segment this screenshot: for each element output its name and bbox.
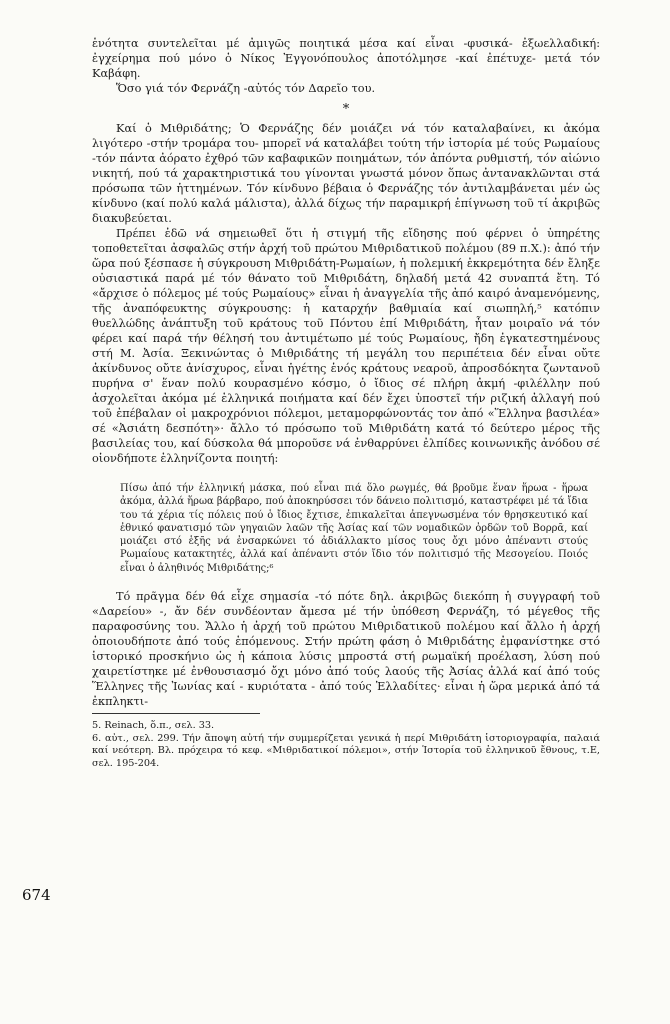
paragraph-opening: ἑνότητα συντελεῖται μέ ἀμιγῶς ποιητικά μέσα καί εἶναι -φυσικά- ἐξωελλαδική: ἐγχείρημα πού μόνο ὁ Νίκος Ἐγγονόπουλος ἀποτόλμησε -καί ἐπέτυχε- μετά τόν Καβάφη. <box>92 37 600 80</box>
paragraph-fernazis: Ὅσο γιά τόν Φερνάζη -αὐτός τόν Δαρεῖο του. <box>116 82 376 95</box>
footnote-6: 6. αὐτ., σελ. 299. Τήν ἄποψη αὐτή τήν συμμερίζεται γενικά ἡ περί Μιθριδάτη ἱστοριογραφία, παλαιά καί νεότερη. Βλ. πρόχειρα τό κεφ. «Μιθριδατικοί πόλεμοι», στήν Ἱστορία τοῦ ἑλληνικοῦ ἔθνους, τ.Ε, σελ. 195-204. <box>92 732 600 769</box>
paragraph-first-war: Πρέπει ἐδῶ νά σημειωθεῖ ὅτι ἡ στιγμή τῆς εἴδησης πού φέρνει ὁ ὑπηρέτης τοποθετεῖται ἀσφαλῶς στήν ἀρχή τοῦ πρώτου Μιθριδατικοῦ πολέμου (89 π.Χ.): ἀπό τήν ὥρα πού ξέσπασε ἡ σύγκρουση Μιθριδάτη-Ρωμαίων, ἡ πολεμική ἐκκρεμότητα δέν ἔληξε οὐσιαστικά παρά μέ τόν θάνατο τοῦ Μιθριδάτη, δηλαδή μετά 42 συναπτά ἔτη. Τό «ἄρχισε ὁ πόλεμος μέ τούς Ρωμαίους» εἶναι ἡ ἀναγγελία τῆς ἀπό καιρό ἀναμενόμενης, τῆς ἀναπόφευκτης σύγκρουσης: ἡ καταρχήν βαθμιαία καί σιωπηλή,⁵ κατόπιν θυελλώδης ἀνάπτυξη τοῦ κράτους τοῦ Πόντου ἐπί Μιθριδάτη, ἦταν μοιραῖο νά τόν φέρει καί παρά τήν θέλησή του ἀντιμέτωπο μέ τούς Ρωμαίους, ἤδη ἐγκατεστημένους στή Μ. Ἀσία. Ξεκινώντας ὁ Μιθριδάτης τή μεγάλη του περιπέτεια δέν εἶναι οὔτε ἀκίνδυνος οὔτε ἀνίσχυρος, εἶναι ἡγέτης ἑνός κράτους νεαροῦ, ἀπροσδόκητα ζωντανοῦ πυρήνα σ' ἕναν πολύ κουρασμένο κόσμο, ὁ ἴδιος σέ πλήρη ἀκμή -φιλέλλην πού ἀσχολεῖται ἀκόμα μέ ἑλληνικά ποιήματα καί δέν ἔχει ὑποστεῖ τήν ριζική ἀλλαγή πού τοῦ ἐπέβαλαν οἱ μακροχρόνιοι πόλεμοι, μεταμορφώνοντάς τον ἀπό «Ἕλληνα βασιλέα» σέ «Ἀσιάτη δεσπότη»· ἄλλο τό πρόσωπο τοῦ Μιθριδάτη κατά τό δεύτερο μέρος τῆς βασιλείας του, καί δύσκολα θά μποροῦσε νά ἐνθαρρύνει ἐλπίδες κοινωνικῆς ἀνόδου σέ οἱονδήποτε ἑλληνίζοντα ποιητή: <box>92 227 600 465</box>
footnote-5: 5. Reinach, ὅ.π., σελ. 33. <box>92 720 215 732</box>
page-number: 674 <box>22 886 51 904</box>
paragraph-dareios: Τό πρᾶγμα δέν θά εἶχε σημασία -τό πότε δηλ. ἀκριβῶς διεκόπη ἡ συγγραφή τοῦ «Δαρείου» -, ἄν δέν συνδέονταν ἄμεσα μέ τήν ὑπόθεση Φερνάζη, τό μέγεθος τῆς παραφοσύνης του. Ἄλλο ἡ ἀρχή τοῦ πρώτου Μιθριδατικοῦ πολέμου καί ἄλλο ἡ ἀρχή ὁποιουδήποτε ἀπό τούς ἑπόμενους. Στήν πρώτη φάση ὁ Μιθριδάτης ἐμφανίστηκε στό ἱστορικό προσκήνιο ὡς ἡ κάποια λύσις μπροστά στή ρωμαϊκή προέλαση, λύση πού χαιρετίστηκε μέ ἐνθουσιασμό ὄχι μόνο ἀπό τούς λαούς τῆς Ἀσίας ἀλλά καί ἀπό τούς Ἕλληνες τῆς Ἰωνίας καί - κυριότατα - ἀπό τούς Ἑλλαδίτες· εἶναι ἡ ὥρα μερικά ἀπό τά ἐκπληκτι- <box>92 590 600 709</box>
section-separator: * <box>342 102 350 117</box>
footnote-rule <box>92 713 260 714</box>
paragraph-mithridates: Καί ὁ Μιθριδάτης; Ὁ Φερνάζης δέν μοιάζει νά τόν καταλαβαίνει, κι ἀκόμα λιγότερο -στήν τρομάρα του- μπορεῖ νά καταλάβει τούτη τήν ἱστορία μέ τούς Ρωμαίους -τόν πάντα ἀόρατο ἐχθρό τῶν καβαφικῶν ποιημάτων, τόν ἀπόντα ρυθμιστή, τόν αἰώνιο νικητή, πού τά χαρακτηριστικά του γίνονται γνωστά μόνον ὅπως ἀντανακλῶνται στά πρόσωπα τῶν ἡττημένων. Τόν κίνδυνο βέβαια ὁ Φερνάζης τόν ἀντιλαμβάνεται μέν ὡς κίνδυνο (καί πολύ καλά μάλιστα), ἀλλά δίχως τήν παραμικρή ἐπίγνωση τοῦ τί ἀκριβῶς διακυβεύεται. <box>92 122 600 225</box>
footnotes <box>92 720 600 770</box>
page-body <box>92 36 600 770</box>
block-quote: Πίσω ἀπό τήν ἑλληνική μάσκα, πού εἶναι πιά ὅλο ρωγμές, θά βροῦμε ἕναν ἥρωα - ἥρωα ἀκόμα, ἀλλά ἥρωα βάρβαρο, πού ἀποκηρύσσει τόν δάνειο πολιτισμό, καταστρέφει μέ τά ἴδια του τά χέρια τίς πόλεις πού ὁ ἴδιος ἔχτισε, ἐπικαλεῖται ἀπεγνωσμένα τόν θρησκευτικό καί ἐθνικό φανατισμό τῶν γηγαιῶν λαῶν τῆς Ἀσίας καί τῶν νομαδικῶν ὀρδῶν τοῦ Βορρᾶ, καί μοιάζει στό ἑξῆς νά ἐνσαρκώνει τό ἀδιάλλακτο μίσος τους ὄχι μόνο ἀπέναντι στούς Ρωμαίους κατακτητές, ἀλλά καί ἀπέναντι στόν ἴδιο τόν πολιτισμό τῆς Μεσογείου. Ποιός εἶναι ὁ ἀληθινός Μιθριδάτης;⁶ <box>120 483 588 574</box>
